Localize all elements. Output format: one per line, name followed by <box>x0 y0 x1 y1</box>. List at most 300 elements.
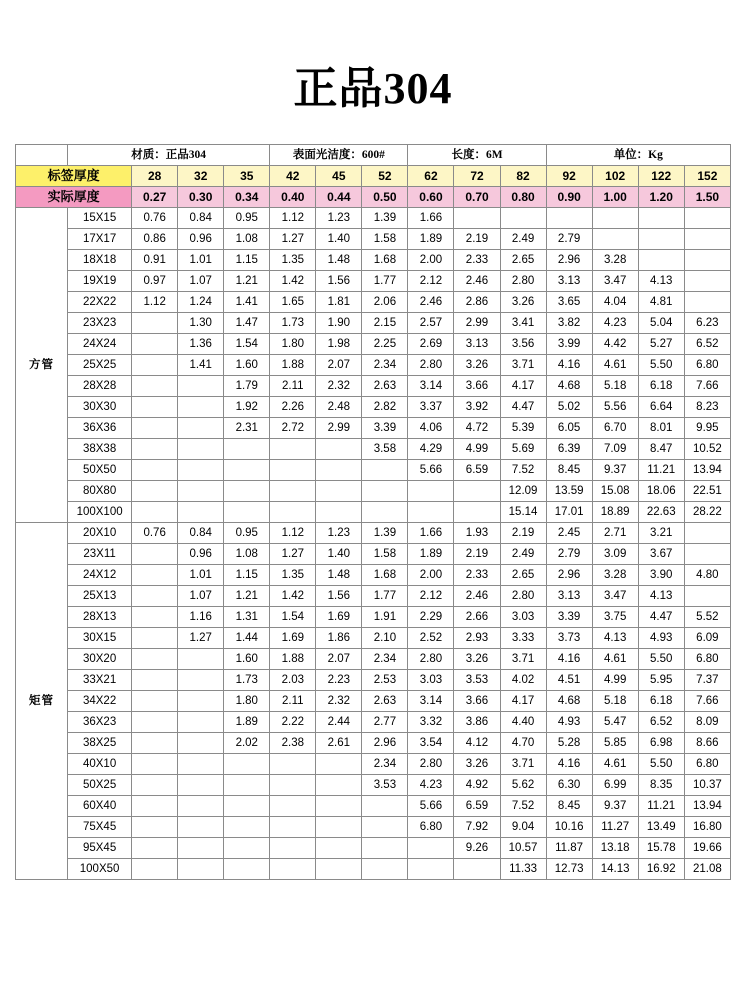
weight-cell: 4.47 <box>500 397 546 418</box>
weight-cell: 1.69 <box>270 628 316 649</box>
weight-cell: 2.93 <box>454 628 500 649</box>
weight-cell: 2.38 <box>270 733 316 754</box>
row-size-label: 50X50 <box>68 460 132 481</box>
weight-cell: 4.61 <box>592 649 638 670</box>
weight-cell: 6.59 <box>454 460 500 481</box>
weight-cell <box>132 607 178 628</box>
weight-cell <box>224 817 270 838</box>
weight-cell: 3.53 <box>362 775 408 796</box>
weight-cell <box>270 796 316 817</box>
weight-cell: 7.92 <box>454 817 500 838</box>
row-size-label: 22X22 <box>68 292 132 313</box>
weight-cell: 3.67 <box>638 544 684 565</box>
row-size-label: 23X23 <box>68 313 132 334</box>
actual-thickness-value: 1.50 <box>684 187 730 208</box>
weight-cell: 3.53 <box>454 670 500 691</box>
weight-cell: 18.89 <box>592 502 638 523</box>
weight-cell: 7.52 <box>500 460 546 481</box>
weight-cell <box>178 712 224 733</box>
table-row <box>16 838 731 859</box>
weight-cell: 13.59 <box>546 481 592 502</box>
weight-cell: 5.47 <box>592 712 638 733</box>
table-row <box>16 292 731 313</box>
weight-cell: 3.09 <box>592 544 638 565</box>
row-size-label: 23X11 <box>68 544 132 565</box>
weight-cell: 2.34 <box>362 754 408 775</box>
document-page <box>0 52 746 995</box>
weight-cell: 2.03 <box>270 670 316 691</box>
weight-cell: 2.33 <box>454 565 500 586</box>
table-row <box>16 250 731 271</box>
weight-cell: 3.47 <box>592 586 638 607</box>
weight-cell: 2.80 <box>408 649 454 670</box>
weight-cell: 4.23 <box>592 313 638 334</box>
weight-cell <box>592 229 638 250</box>
weight-cell: 13.94 <box>684 460 730 481</box>
weight-cell: 1.40 <box>316 544 362 565</box>
weight-cell: 2.12 <box>408 271 454 292</box>
weight-cell <box>270 859 316 880</box>
weight-cell: 1.81 <box>316 292 362 313</box>
row-size-label: 30X15 <box>68 628 132 649</box>
weight-cell: 1.12 <box>270 208 316 229</box>
weight-cell <box>316 838 362 859</box>
weight-cell: 3.75 <box>592 607 638 628</box>
weight-cell: 5.18 <box>592 376 638 397</box>
weight-cell <box>316 460 362 481</box>
weight-cell: 2.33 <box>454 250 500 271</box>
weight-cell: 1.68 <box>362 565 408 586</box>
weight-cell <box>132 460 178 481</box>
weight-cell <box>132 712 178 733</box>
weight-cell: 2.72 <box>270 418 316 439</box>
row-size-label: 28X13 <box>68 607 132 628</box>
weight-cell: 2.00 <box>408 250 454 271</box>
weight-cell: 1.08 <box>224 544 270 565</box>
weight-cell: 5.52 <box>684 607 730 628</box>
weight-cell <box>178 376 224 397</box>
weight-cell <box>132 796 178 817</box>
weight-cell <box>132 586 178 607</box>
weight-cell: 13.18 <box>592 838 638 859</box>
weight-cell: 1.48 <box>316 250 362 271</box>
weight-cell: 4.16 <box>546 649 592 670</box>
weight-cell <box>362 481 408 502</box>
weight-cell: 1.39 <box>362 208 408 229</box>
weight-cell: 9.95 <box>684 418 730 439</box>
weight-cell: 22.51 <box>684 481 730 502</box>
weight-cell: 4.61 <box>592 355 638 376</box>
weight-cell: 1.41 <box>224 292 270 313</box>
weight-cell: 2.19 <box>454 229 500 250</box>
table-row <box>16 502 731 523</box>
weight-cell: 9.37 <box>592 460 638 481</box>
weight-cell: 1.39 <box>362 523 408 544</box>
table-row <box>16 208 731 229</box>
weight-cell <box>684 523 730 544</box>
weight-cell: 2.52 <box>408 628 454 649</box>
weight-cell: 8.47 <box>638 439 684 460</box>
weight-cell <box>132 775 178 796</box>
weight-cell: 2.22 <box>270 712 316 733</box>
weight-cell: 12.73 <box>546 859 592 880</box>
weight-cell: 3.58 <box>362 439 408 460</box>
table-row <box>16 376 731 397</box>
weight-cell: 21.08 <box>684 859 730 880</box>
weight-cell: 4.40 <box>500 712 546 733</box>
weight-cell: 1.58 <box>362 544 408 565</box>
weight-cell: 2.63 <box>362 376 408 397</box>
weight-cell <box>408 838 454 859</box>
weight-cell <box>316 796 362 817</box>
actual-thickness-value: 0.34 <box>224 187 270 208</box>
table-row <box>16 775 731 796</box>
table-row <box>16 628 731 649</box>
weight-cell: 4.68 <box>546 691 592 712</box>
weight-cell: 8.01 <box>638 418 684 439</box>
weight-cell <box>178 481 224 502</box>
row-size-label: 100X50 <box>68 859 132 880</box>
weight-cell: 3.14 <box>408 376 454 397</box>
weight-cell: 5.28 <box>546 733 592 754</box>
weight-cell <box>132 355 178 376</box>
weight-cell: 4.29 <box>408 439 454 460</box>
weight-cell: 11.33 <box>500 859 546 880</box>
label-thickness-value: 122 <box>638 166 684 187</box>
weight-cell <box>132 502 178 523</box>
weight-cell: 5.56 <box>592 397 638 418</box>
weight-cell: 2.65 <box>500 250 546 271</box>
weight-cell <box>132 754 178 775</box>
weight-cell: 0.97 <box>132 271 178 292</box>
weight-cell <box>270 439 316 460</box>
meta-finish: 表面光洁度：600# <box>270 145 408 166</box>
weight-cell: 3.13 <box>546 586 592 607</box>
label-thickness-value: 42 <box>270 166 316 187</box>
weight-cell: 2.57 <box>408 313 454 334</box>
weight-cell: 6.39 <box>546 439 592 460</box>
weight-cell: 3.33 <box>500 628 546 649</box>
weight-cell: 4.93 <box>638 628 684 649</box>
weight-cell <box>684 208 730 229</box>
weight-cell <box>132 397 178 418</box>
weight-cell: 1.86 <box>316 628 362 649</box>
table-row <box>16 418 731 439</box>
weight-cell: 4.13 <box>638 271 684 292</box>
weight-cell: 2.61 <box>316 733 362 754</box>
weight-cell: 4.93 <box>546 712 592 733</box>
weight-cell <box>178 439 224 460</box>
weight-cell: 1.42 <box>270 586 316 607</box>
weight-cell <box>592 208 638 229</box>
weight-cell: 9.04 <box>500 817 546 838</box>
weight-cell: 10.16 <box>546 817 592 838</box>
weight-cell: 1.79 <box>224 376 270 397</box>
weight-cell: 1.40 <box>316 229 362 250</box>
weight-cell: 1.31 <box>224 607 270 628</box>
table-row <box>16 355 731 376</box>
weight-cell: 17.01 <box>546 502 592 523</box>
weight-cell <box>362 838 408 859</box>
meta-material: 材质：正品304 <box>68 145 270 166</box>
weight-cell: 4.17 <box>500 691 546 712</box>
weight-cell <box>316 859 362 880</box>
weight-cell: 1.27 <box>270 544 316 565</box>
weight-cell: 4.04 <box>592 292 638 313</box>
weight-cell: 1.89 <box>224 712 270 733</box>
weight-cell <box>224 460 270 481</box>
table-row <box>16 460 731 481</box>
weight-cell: 2.07 <box>316 355 362 376</box>
weight-cell: 8.45 <box>546 796 592 817</box>
table-row <box>16 649 731 670</box>
weight-cell <box>132 439 178 460</box>
weight-cell: 14.13 <box>592 859 638 880</box>
row-size-label: 20X10 <box>68 523 132 544</box>
weight-cell: 13.49 <box>638 817 684 838</box>
weight-cell: 4.06 <box>408 418 454 439</box>
weight-cell <box>224 439 270 460</box>
row-size-label: 15X15 <box>68 208 132 229</box>
weight-cell: 4.99 <box>592 670 638 691</box>
weight-cell <box>132 859 178 880</box>
weight-cell <box>224 754 270 775</box>
weight-cell: 1.88 <box>270 355 316 376</box>
weight-cell: 3.39 <box>546 607 592 628</box>
weight-cell <box>316 775 362 796</box>
meta-length: 长度：6M <box>408 145 546 166</box>
row-size-label: 25X13 <box>68 586 132 607</box>
weight-cell: 6.80 <box>408 817 454 838</box>
weight-cell: 1.77 <box>362 586 408 607</box>
weight-cell: 10.52 <box>684 439 730 460</box>
weight-cell: 8.35 <box>638 775 684 796</box>
weight-cell: 1.69 <box>316 607 362 628</box>
weight-cell <box>178 502 224 523</box>
weight-cell: 1.66 <box>408 208 454 229</box>
weight-cell: 1.58 <box>362 229 408 250</box>
weight-cell: 2.48 <box>316 397 362 418</box>
weight-cell <box>132 544 178 565</box>
weight-cell: 1.54 <box>270 607 316 628</box>
weight-cell: 4.72 <box>454 418 500 439</box>
weight-cell <box>178 460 224 481</box>
weight-cell: 5.85 <box>592 733 638 754</box>
weight-cell: 4.47 <box>638 607 684 628</box>
weight-cell: 6.99 <box>592 775 638 796</box>
table-row <box>16 607 731 628</box>
row-size-label: 60X40 <box>68 796 132 817</box>
weight-cell <box>454 859 500 880</box>
weight-cell: 3.26 <box>454 355 500 376</box>
weight-cell: 1.23 <box>316 208 362 229</box>
weight-cell <box>132 418 178 439</box>
weight-cell: 6.70 <box>592 418 638 439</box>
table-row <box>16 229 731 250</box>
weight-cell: 3.39 <box>362 418 408 439</box>
weight-cell <box>408 481 454 502</box>
table-row <box>16 586 731 607</box>
weight-cell: 1.44 <box>224 628 270 649</box>
row-size-label: 50X25 <box>68 775 132 796</box>
weight-cell: 15.78 <box>638 838 684 859</box>
weight-cell <box>132 817 178 838</box>
weight-cell: 4.99 <box>454 439 500 460</box>
weight-cell: 2.44 <box>316 712 362 733</box>
weight-cell: 10.37 <box>684 775 730 796</box>
weight-cell: 7.52 <box>500 796 546 817</box>
table-row <box>16 481 731 502</box>
weight-cell: 2.99 <box>316 418 362 439</box>
weight-cell: 2.80 <box>500 586 546 607</box>
weight-cell: 3.14 <box>408 691 454 712</box>
weight-cell: 1.16 <box>178 607 224 628</box>
weight-cell: 2.07 <box>316 649 362 670</box>
weight-cell: 28.22 <box>684 502 730 523</box>
weight-cell: 2.31 <box>224 418 270 439</box>
weight-cell: 2.00 <box>408 565 454 586</box>
weight-cell: 8.66 <box>684 733 730 754</box>
weight-cell: 4.13 <box>592 628 638 649</box>
weight-cell: 5.50 <box>638 355 684 376</box>
weight-cell <box>362 859 408 880</box>
weight-cell <box>362 796 408 817</box>
weight-cell: 6.59 <box>454 796 500 817</box>
weight-cell: 1.56 <box>316 271 362 292</box>
weight-cell: 2.49 <box>500 229 546 250</box>
row-size-label: 25X25 <box>68 355 132 376</box>
weight-cell: 2.96 <box>546 565 592 586</box>
weight-cell: 2.23 <box>316 670 362 691</box>
weight-cell <box>270 460 316 481</box>
weight-cell: 5.27 <box>638 334 684 355</box>
weight-cell <box>178 691 224 712</box>
weight-cell: 4.13 <box>638 586 684 607</box>
weight-cell <box>316 754 362 775</box>
table-row <box>16 691 731 712</box>
weight-cell: 15.08 <box>592 481 638 502</box>
meta-unit: 单位：Kg <box>546 145 730 166</box>
weight-cell: 2.80 <box>408 754 454 775</box>
corner-blank-cell <box>16 145 68 166</box>
actual-thickness-value: 1.00 <box>592 187 638 208</box>
row-size-label: 40X10 <box>68 754 132 775</box>
weight-cell: 4.70 <box>500 733 546 754</box>
weight-cell: 3.03 <box>408 670 454 691</box>
weight-cell: 4.16 <box>546 754 592 775</box>
weight-cell: 0.76 <box>132 523 178 544</box>
row-size-label: 100X100 <box>68 502 132 523</box>
weight-cell: 1.90 <box>316 313 362 334</box>
weight-cell: 1.92 <box>224 397 270 418</box>
weight-cell <box>132 376 178 397</box>
row-size-label: 75X45 <box>68 817 132 838</box>
weight-cell <box>638 208 684 229</box>
weight-cell: 0.76 <box>132 208 178 229</box>
weight-cell: 3.99 <box>546 334 592 355</box>
weight-cell: 6.18 <box>638 376 684 397</box>
weight-cell: 2.77 <box>362 712 408 733</box>
actual-thickness-value: 1.20 <box>638 187 684 208</box>
weight-cell <box>132 565 178 586</box>
table-row <box>16 271 731 292</box>
label-thickness-row <box>16 166 731 187</box>
weight-cell: 2.06 <box>362 292 408 313</box>
weight-cell: 12.09 <box>500 481 546 502</box>
weight-cell: 2.32 <box>316 376 362 397</box>
row-size-label: 30X20 <box>68 649 132 670</box>
weight-cell: 1.15 <box>224 250 270 271</box>
weight-cell: 6.98 <box>638 733 684 754</box>
weight-cell: 11.27 <box>592 817 638 838</box>
table-row <box>16 670 731 691</box>
weight-cell: 1.12 <box>270 523 316 544</box>
weight-cell: 1.41 <box>178 355 224 376</box>
weight-cell: 1.89 <box>408 544 454 565</box>
weight-cell: 1.68 <box>362 250 408 271</box>
weight-cell: 6.80 <box>684 355 730 376</box>
weight-cell <box>178 670 224 691</box>
weight-cell: 1.54 <box>224 334 270 355</box>
row-size-label: 33X21 <box>68 670 132 691</box>
weight-cell: 9.26 <box>454 838 500 859</box>
weight-cell: 1.12 <box>132 292 178 313</box>
weight-cell: 1.77 <box>362 271 408 292</box>
weight-cell: 2.79 <box>546 229 592 250</box>
row-size-label: 18X18 <box>68 250 132 271</box>
weight-cell: 1.80 <box>224 691 270 712</box>
weight-cell: 1.48 <box>316 565 362 586</box>
weight-cell: 7.37 <box>684 670 730 691</box>
weight-cell: 5.95 <box>638 670 684 691</box>
weight-cell: 4.80 <box>684 565 730 586</box>
weight-cell <box>132 733 178 754</box>
row-size-label: 28X28 <box>68 376 132 397</box>
actual-thickness-value: 0.80 <box>500 187 546 208</box>
weight-cell: 3.28 <box>592 250 638 271</box>
weight-cell: 3.56 <box>500 334 546 355</box>
weight-cell: 2.99 <box>454 313 500 334</box>
label-thickness-value: 102 <box>592 166 638 187</box>
weight-cell: 3.66 <box>454 376 500 397</box>
weight-cell: 2.29 <box>408 607 454 628</box>
weight-cell <box>270 754 316 775</box>
weight-cell <box>270 817 316 838</box>
weight-cell: 5.62 <box>500 775 546 796</box>
weight-cell: 7.66 <box>684 691 730 712</box>
weight-cell: 1.01 <box>178 565 224 586</box>
weight-cell: 1.56 <box>316 586 362 607</box>
weight-cell: 8.23 <box>684 397 730 418</box>
weight-cell <box>224 859 270 880</box>
weight-cell: 1.21 <box>224 271 270 292</box>
weight-cell: 3.21 <box>638 523 684 544</box>
row-size-label: 38X38 <box>68 439 132 460</box>
weight-cell <box>132 334 178 355</box>
weight-cell: 6.30 <box>546 775 592 796</box>
weight-cell: 1.36 <box>178 334 224 355</box>
weight-cell: 1.01 <box>178 250 224 271</box>
weight-cell: 4.42 <box>592 334 638 355</box>
weight-cell <box>132 838 178 859</box>
weight-cell: 0.95 <box>224 208 270 229</box>
weight-cell: 4.68 <box>546 376 592 397</box>
weight-cell: 3.71 <box>500 649 546 670</box>
weight-cell: 0.95 <box>224 523 270 544</box>
weight-cell: 3.71 <box>500 754 546 775</box>
weight-cell: 13.94 <box>684 796 730 817</box>
weight-cell: 1.27 <box>270 229 316 250</box>
